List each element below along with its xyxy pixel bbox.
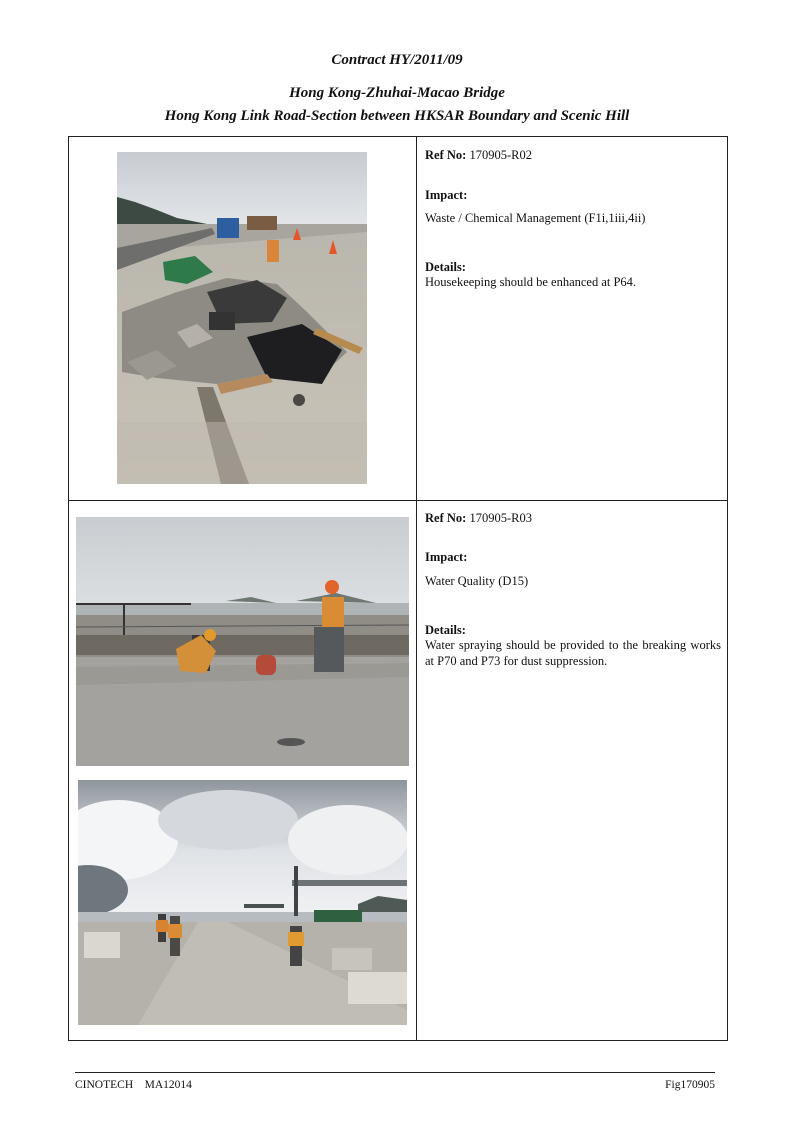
details-value: Water spraying should be provided to the breaking works at P70 and P73 for dust suppression. bbox=[425, 638, 721, 668]
row-divider bbox=[69, 500, 727, 501]
impact-value: Waste / Chemical Management (F1i,1iii,4ii) bbox=[425, 211, 646, 225]
footer-rule bbox=[75, 1072, 715, 1073]
section-title: Hong Kong Link Road-Section between HKSAR Boundary and Scenic Hill bbox=[164, 108, 630, 124]
project-title: Hong Kong-Zhuhai-Macao Bridge bbox=[289, 85, 505, 101]
impact-label: Impact: bbox=[425, 188, 468, 202]
ref-no-2 bbox=[425, 510, 532, 526]
footer-figure-number: Fig170905 bbox=[665, 1079, 715, 1091]
observation-table bbox=[68, 136, 728, 1041]
impact-value: Water Quality (D15) bbox=[425, 574, 529, 588]
details-value: Housekeeping should be enhanced at P64. bbox=[425, 275, 637, 289]
impact-label: Impact: bbox=[425, 550, 468, 564]
ref-no-label: Ref No: bbox=[425, 148, 467, 162]
ref-no-value: 170905-R03 bbox=[469, 511, 532, 525]
ref-no-1 bbox=[425, 147, 532, 163]
contract-title: Contract HY/2011/09 bbox=[331, 52, 463, 68]
details-label: Details: bbox=[425, 623, 466, 637]
ref-no-value: 170905-R02 bbox=[469, 148, 532, 162]
footer-company: CINOTECH MA12014 bbox=[75, 1079, 192, 1091]
column-divider bbox=[416, 137, 417, 1040]
photo-bridge-deck bbox=[78, 780, 407, 1025]
details-label: Details: bbox=[425, 260, 466, 274]
photo-breaking-works bbox=[76, 517, 409, 766]
ref-no-label: Ref No: bbox=[425, 511, 467, 525]
photo-debris-pile bbox=[117, 152, 367, 484]
